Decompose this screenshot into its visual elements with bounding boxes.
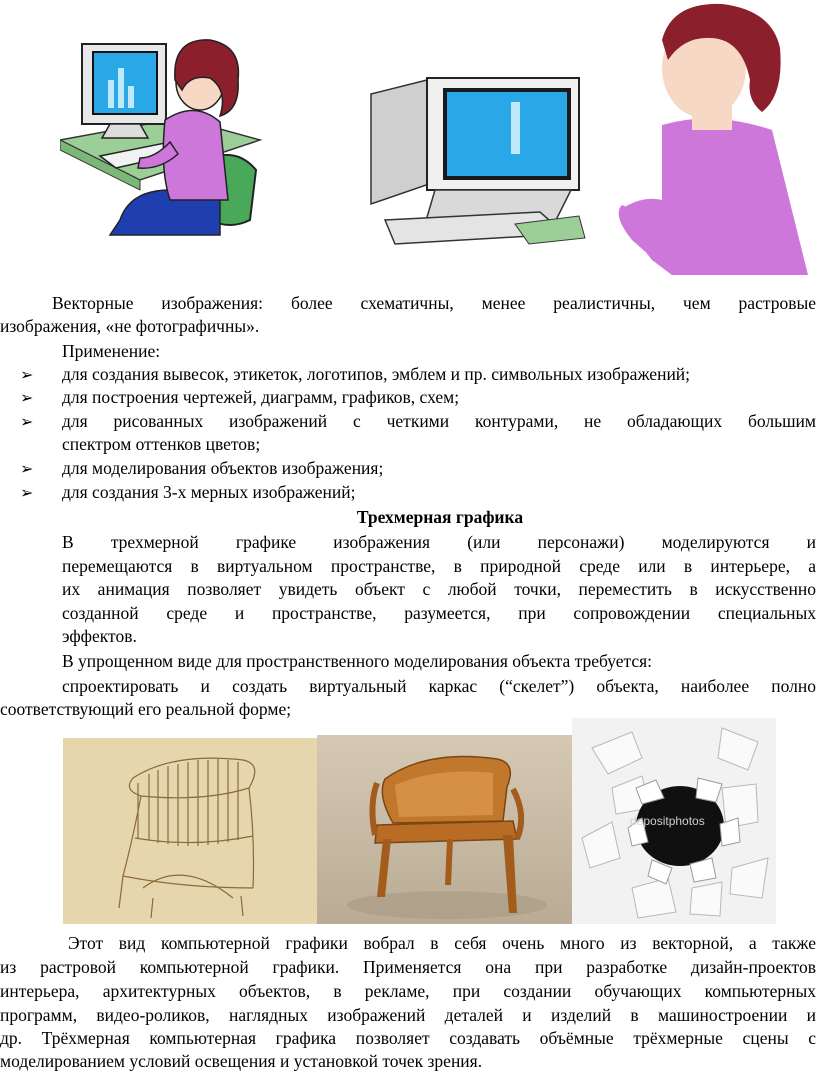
final-para-line-5: др. Трёхмерная компьютерная графика позволяет создавать объёмные трёхмерные сцены с	[0, 1028, 816, 1048]
clipart-woman-at-computer	[60, 30, 265, 240]
final-para-line-3: интерьера, архитектурных объектов, в рекламе, при создании обучающих компьютерных	[0, 981, 816, 1001]
final-para-line-1: Этот вид компьютерной графики вобрал в себя очень много из векторной, а также	[68, 933, 816, 953]
para-3d-line-4: созданной среде и пространстве, разумеется, при сопровождении специальных	[62, 603, 816, 623]
arrow-bullet-icon: ➢	[20, 483, 34, 502]
para-3d-line-3: их анимация позволяет увидеть объект с любой точки, переместить в искусственно	[62, 579, 816, 599]
application-label: Применение:	[62, 341, 161, 361]
para-3d-line-1: В трехмерной графике изображения (или персонажи) моделируются и	[62, 532, 816, 552]
simplified-line: В упрощенном виде для пространственного моделирования объекта требуется:	[62, 651, 653, 671]
final-para-line-4: программ, видео-роликов, наглядных изображений деталей и изделий в машиностроении и	[0, 1005, 816, 1025]
image-broken-wall	[572, 718, 776, 924]
clipart-woman-silhouette	[612, 0, 816, 275]
para-3d-line-5: эффектов.	[62, 626, 137, 646]
skeleton-para-line-1: спроектировать и создать виртуальный каркас (“скелет”) объекта, наиболее полно	[62, 676, 816, 696]
final-para-line-2: из растровой компьютерной графики. Применяется она при разработке дизайн-проектов	[0, 957, 816, 977]
arrow-bullet-icon: ➢	[20, 388, 34, 407]
clipart-computer-monitor	[365, 72, 590, 252]
vector-paragraph-line-1: Векторные изображения: более схематичны, менее реалистичны, чем растровые	[52, 293, 816, 313]
list-item: ➢ для рисованных изображений с четкими контурами, не обладающих большим спектром оттенков цветов;	[20, 411, 816, 454]
image-chair-wireframe	[63, 738, 317, 924]
arrow-bullet-icon: ➢	[20, 365, 34, 384]
section-heading-3d-graphics: Трехмерная графика	[356, 507, 524, 527]
list-item: ➢ для построения чертежей, диаграмм, графиков, схем;	[20, 387, 460, 407]
para-3d-line-2: перемещаются в виртуальном пространстве, в природной среде или в интерьере, а	[62, 556, 816, 576]
list-item: ➢ для создания вывесок, этикеток, логотипов, эмблем и пр. символьных изображений;	[20, 364, 691, 384]
arrow-bullet-icon: ➢	[20, 412, 34, 431]
final-para-line-6: моделированием условий освещения и установкой точек зрения.	[0, 1051, 483, 1071]
watermark-text: depositphotos	[630, 814, 705, 828]
list-item: ➢ для создания 3-х мерных изображений;	[20, 482, 356, 502]
image-chair-rendered	[317, 735, 572, 924]
skeleton-para-line-2: соответствующий его реальной форме;	[0, 699, 292, 719]
list-item: ➢ для моделирования объектов изображения;	[20, 458, 384, 478]
vector-paragraph-line-2: изображения, «не фотографичны».	[0, 316, 260, 336]
arrow-bullet-icon: ➢	[20, 459, 34, 478]
